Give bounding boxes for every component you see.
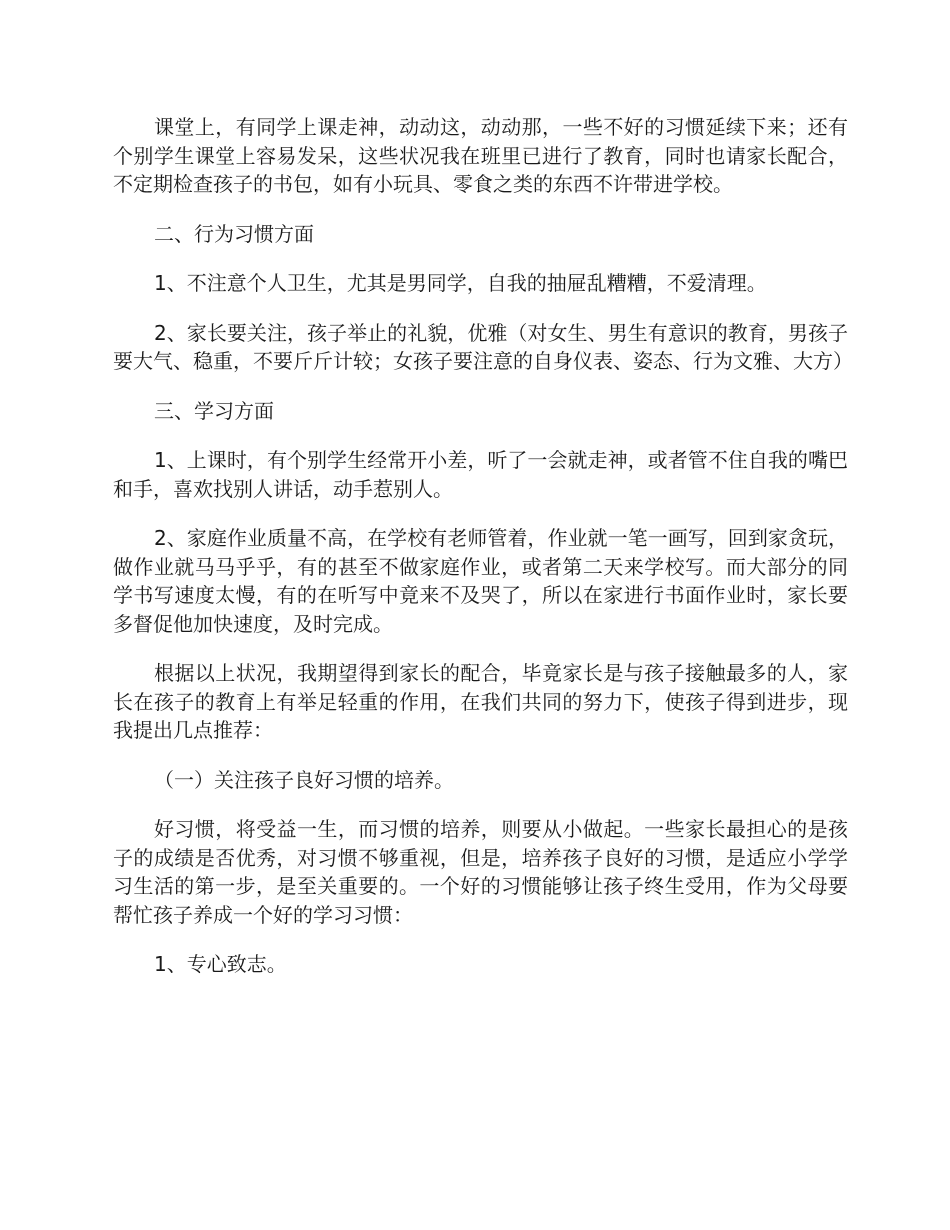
section-heading-study: 三、学习方面 <box>154 398 274 423</box>
paragraph-manners: 2、家长要关注，孩子举止的礼貌，优雅（对女生、男生有意识的教育，男孩子要大气、稳重，不要斤斤计较；女孩子要注意的自身仪表、姿态、行为文雅、大方） <box>113 320 853 373</box>
subheading-good-habits: （一）关注孩子良好习惯的培养。 <box>154 767 454 792</box>
document-body <box>113 113 853 1000</box>
section-heading-behavior-habits: 二、行为习惯方面 <box>154 221 314 246</box>
paragraph-homework-quality: 2、家庭作业质量不高，在学校有老师管着，作业就一笔一画写，回到家贪玩，做作业就马马乎乎，有的甚至不做家庭作业，或者第二天来学校写。而大部分的同学书写速度太慢，有的在听写中竟来不及哭了，所以在家进行书面作业时，家长要多督促他加快速度，及时完成。 <box>113 526 848 636</box>
paragraph-habit-importance: 好习惯，将受益一生，而习惯的培养，则要从小做起。一些家长最担心的是孩子的成绩是否优秀，对习惯不够重视，但是，培养孩子良好的习惯，是适应小学学习生活的第一步，是至关重要的。一个好的习惯能够让孩子终生受用，作为父母要帮忙孩子养成一个好的学习习惯： <box>113 817 848 927</box>
list-item-concentration: 1、专心致志。 <box>154 952 287 976</box>
paragraph-personal-hygiene: 1、不注意个人卫生，尤其是男同学，自我的抽屉乱糟糟，不爱清理。 <box>154 271 767 295</box>
paragraph-class-attention: 1、上课时，有个别学生经常开小差，听了一会就走神，或者管不住自我的嘴巴和手，喜欢找别人讲话，动手惹别人。 <box>113 448 848 501</box>
paragraph-classroom-behavior: 课堂上，有同学上课走神，动动这，动动那，一些不好的习惯延续下来；还有个别学生课堂上容易发呆，这些状况我在班里已进行了教育，同时也请家长配合，不定期检查孩子的书包，如有小玩具、零食之类的东西不许带进学校。 <box>113 115 848 196</box>
paragraph-parent-cooperation: 根据以上状况，我期望得到家长的配合，毕竟家长是与孩子接触最多的人，家长在孩子的教育上有举足轻重的作用，在我们共同的努力下，使孩子得到进步，现我提出几点推荐： <box>113 661 848 742</box>
